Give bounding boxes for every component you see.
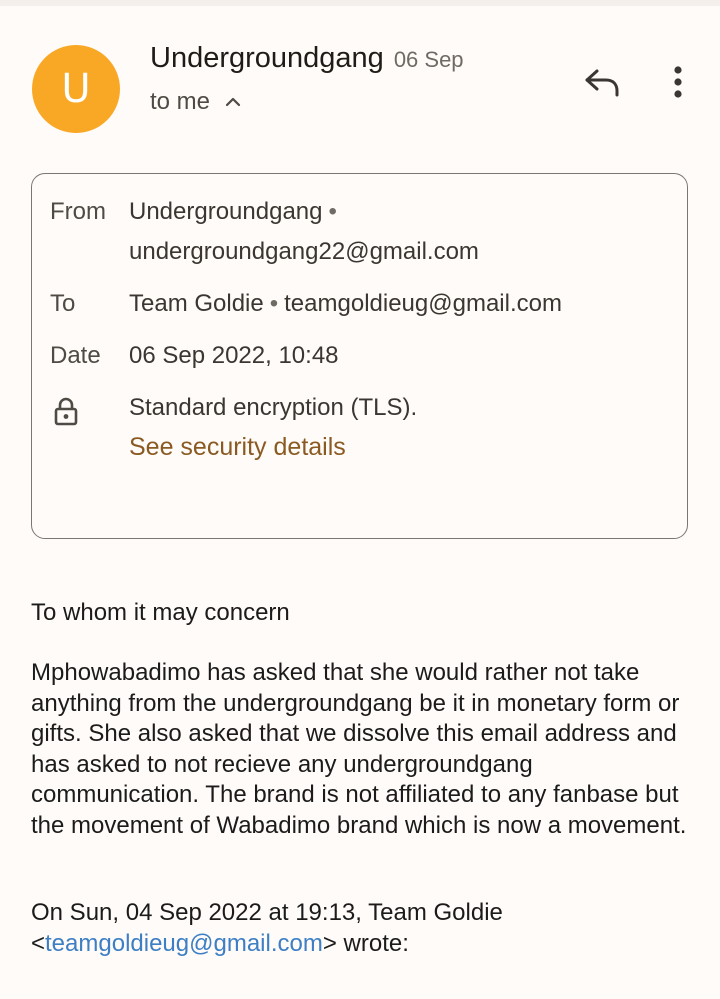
more-options-button[interactable] [658, 58, 698, 106]
from-email[interactable]: undergroundgang22@gmail.com [129, 238, 479, 265]
avatar-letter: U [61, 66, 91, 112]
reply-icon [584, 67, 620, 97]
reply-button[interactable] [580, 60, 624, 104]
from-name[interactable]: Undergroundgang [129, 198, 323, 225]
date-value: 06 Sep 2022, 10:48 [129, 342, 339, 369]
date-label: Date [50, 342, 101, 369]
quote-email-link[interactable]: teamgoldieug@gmail.com [45, 929, 323, 957]
message-date: 06 Sep [393, 47, 464, 72]
to-name[interactable]: Team Goldie [129, 290, 264, 317]
recipient-toggle[interactable] [150, 88, 242, 116]
sender-row [150, 42, 464, 75]
message-body: Mphowabadimo has asked that she would rather not take anything from the undergroundgang be it in monetary form or gifts. She also asked that we dissolve this email address and has asked to not recieve any undergroundgang communication. The brand is not affiliated to any fanbase but the movement of Wabadimo brand which is now a movement. [31, 659, 687, 839]
quote-close: > wrote: [322, 929, 409, 957]
message-greeting: To whom it may concern [31, 599, 290, 626]
sender-name[interactable]: Undergroundgang [150, 42, 384, 74]
to-value [129, 284, 562, 324]
chevron-up-icon [224, 93, 242, 111]
message-details-card [31, 173, 688, 539]
from-value [129, 192, 479, 272]
encryption-status: Standard encryption (TLS). [129, 394, 418, 421]
to-separator: • [269, 290, 279, 317]
quoted-header [31, 898, 701, 959]
to-label: To [50, 290, 76, 317]
to-me-label: to me [150, 88, 211, 115]
quote-intro: On Sun, 04 Sep 2022 at 19:13, Team Goldie [31, 899, 503, 926]
quote-open: < [31, 929, 46, 957]
from-label: From [50, 198, 106, 225]
from-separator: • [328, 198, 337, 225]
avatar[interactable] [32, 45, 120, 133]
security-details-link[interactable]: See security details [129, 433, 346, 461]
lock-icon [52, 396, 80, 426]
more-vert-icon [673, 65, 683, 99]
top-divider [0, 0, 720, 6]
to-email[interactable]: teamgoldieug@gmail.com [284, 290, 562, 317]
